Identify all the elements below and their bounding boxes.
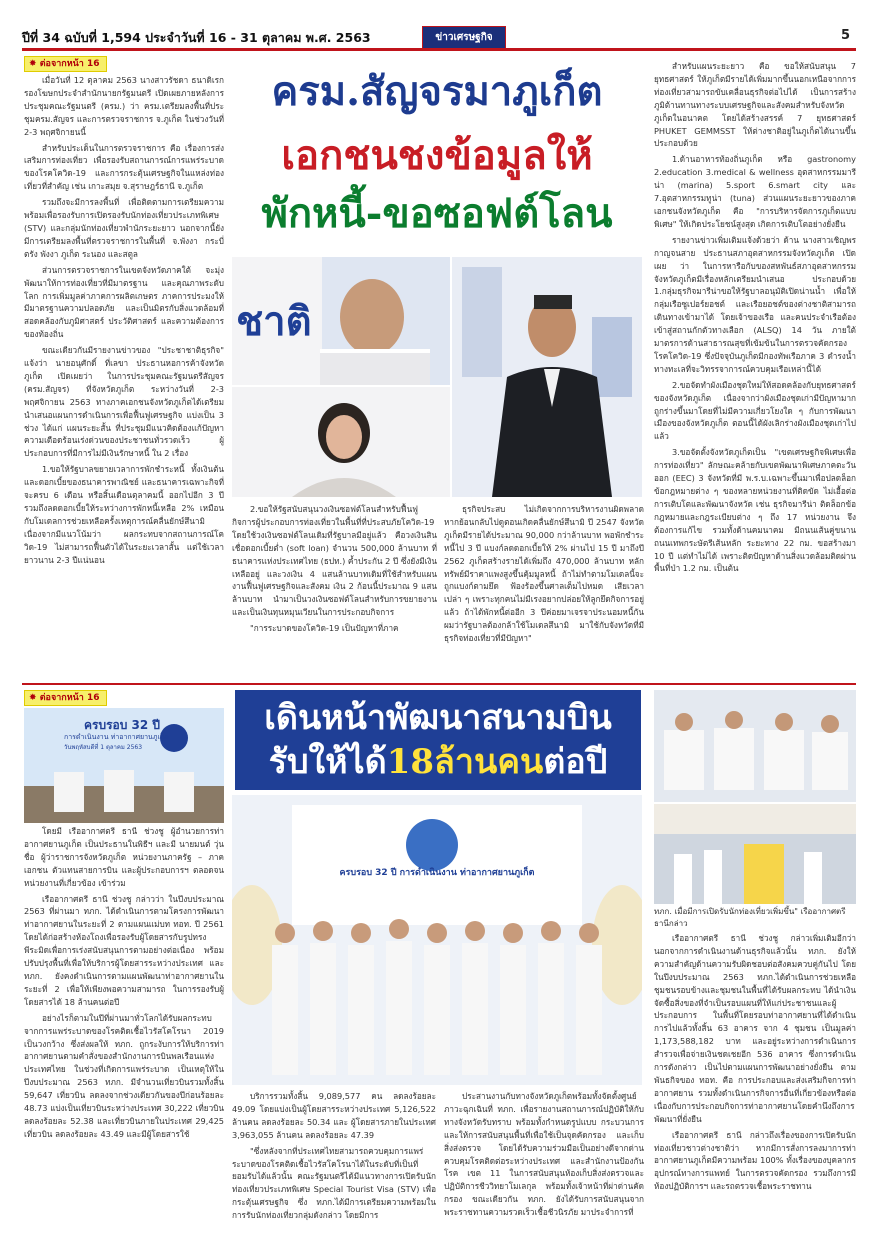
paragraph: สำหรับประเด็นในการตรวจราชการ คือ เรื่องการส่งเสริมการท่องเที่ยว เพื่อรองรับสถานการณ์การแพร่ระบาดของโรคโควิด-19 และการกระตุ้นเศรษฐกิจในแหล่งท่องเที่ยวที่สำคัญ เช่น เกาะสมุย จ.สุราษฎร์ธานี จ.ภูเก็ต	[24, 142, 224, 192]
star-icon: ✸	[29, 693, 40, 703]
paragraph: 2.ขอจัดทำผังเมืองชุดใหม่ให้สอดคล้องกับยุทธศาสตร์ของจังหวัดภูเก็ต เนื่องจากว่าผังเมืองชุดเก่ามีปัญหามาก ถูกร่างขึ้นมาโดยที่ไม่มีความเกี่ยวโยงใด ๆ กับการพัฒนาเมืองของจังหวัดภูเก็ต ตอนนี้ได้ผังเลิกร่างผังเมืองชุดเก่าไปแล้ว	[654, 379, 856, 442]
story2-right-caption: ทภก. เมื่อมีการเปิดรับนักท่องเที่ยวเพิ่มขึ้น" เรืออากาศตรีธานีกล่าว	[654, 907, 846, 928]
svg-text:ชาติ: ชาติ	[236, 299, 312, 345]
ceremony-banner-text: ครบรอบ 32 ปี การดำเนินงาน ท่าอากาศยานภูเก็ต	[339, 868, 535, 878]
photo-terminal-screening	[654, 804, 856, 904]
continued-tag-label: ต่อจากหน้า 16	[39, 59, 100, 69]
page-number: 5	[840, 28, 850, 43]
headline-part: รับให้ได้	[268, 742, 387, 782]
story2-headline-line2	[235, 740, 641, 784]
photo-group-ceremony	[232, 795, 642, 1085]
story1-column-4	[654, 60, 856, 680]
photo-staff-seated	[654, 690, 856, 802]
paragraph: "ซึ่งหลังจากที่ประเทศไทยสามารถควบคุมการแพร่ระบาดของโรคติดเชื้อไวรัสโคโรนาได้ในระดับที่เป็นที่ยอมรับได้แล้วนั้น คณะรัฐมนตรีได้มีแนวทางการเปิดรับนักท่องเที่ยวประเภทพิเศษ Special Tourist Visa (STV) เพื่อกระตุ้นเศรษฐกิจ ซึ่ง ทภก.ได้มีการเตรียมความพร้อมในการรับนักท่องเที่ยวกลุ่มดังกล่าว โดยมีการ	[232, 1145, 436, 1221]
paragraph: ธุรกิจประสบ ไม่เกิดจากการบริหารงานผิดพลาด หากย้อนกลับไปดูตอนเกิดคลื่นยักษ์สึนามิ ปี 2547 จังหวัดภูเก็ตมีรายได้ประมาณ 90,000 กว่าล้านบาท พอพักชำระหนี้ไป 3 ปี แบงก์ลดดอกเบี้ยให้ 2% ผ่านไป 15 ปี มาถึงปี 2562 ภูเก็ตสร้างรายได้เพิ่มถึง 470,000 ล้านบาท หลักทรัพย์มีราคาแพงสูงขึ้นคุ้มมูลหนี้ ถ้าไม่ทำตามโมเดลนี้จะถูกแบงก์ตามยึด ฟ้องร้องขึ้นศาลเต็มไปหมด เสียเวลาเปล่า ๆ เพราะทุกคนไม่มีเรงอยากปล่อยให้ลูกยึดกิจการอยู่แล้ว ถ้าได้พักหนี้ต่ออีก 3 ปีค่อยมาเจรจาประนอมหนี้กัน ผมว่ารัฐบาลต้องกล้าใช้โมเดลสึนามิ มาใช้กับจังหวัดที่มีธุรกิจท่องเที่ยวที่มีปัญหา"	[444, 504, 644, 644]
story1-column-1	[24, 74, 224, 680]
story2-headline-line1: เดินหน้าพัฒนาสนามบิน	[264, 698, 612, 738]
photo-group-ceremony-image	[232, 795, 642, 1085]
photo-terminal-screening-image	[654, 804, 856, 904]
paragraph: ประสานงานกับทางจังหวัดภูเก็ตพร้อมทั้งจัดตั้งศูนย์ภาวะฉุกเฉินที่ ทภก. เพื่อรายงานสถานการณ์ปฏิบัติให้กับทางจังหวัดรับทราบ พร้อมทั้งกำหนดรูปแบบ กระบวนการและให้การสนับสนุนพื้นที่เพื่อใช้เป็นจุดคัดกรอง และเก็บสิ่งส่งตรวจ โดยได้รับความร่วมมือเป็นอย่างดีจากด่านควบคุมโรคติดต่อระหว่างประเทศ และสำนักงานป้องกันโรค เขต 11 ในการสนับสนุนห้องเก็บสิ่งส่งตรวจและปฏิบัติการชีววิทยาโมเลกุล พร้อมทั้งเจ้าหน้าที่ผ่าด่านคัดกรอง ขณะเดียวกัน ทภก. ยังได้รับการสนับสนุนจากพระราชทานความรวดเร็วเชื้อชีวนิรภัย มาประจำการที่	[444, 1091, 644, 1218]
paragraph: 1.ขอให้รัฐบาลขยายเวลาการพักชำระหนี้ ทั้งเงินต้นและดอกเบี้ยของธนาคารพาณิชย์ และธนาคารเฉพาะกิจที่จะครบ 6 เดือน หรือสิ้นเดือนตุลาคมนี้ ออกไปอีก 3 ปี รวมถึงลดดอกเบี้ยให้ระหว่างการพักหนี้เหลือ 2% เหมือนกับโมเดลการช่วยเหลือครั้งเหตุการณ์คลื่นยักษ์สึนามิเนื่องจากมีแนวโน้มว่า ผลกระทบจากสถานการณ์โควิด-19 ไม่สามารถฟื้นตัวได้ในระยะเวลาสั้น แต่ใช้เวลายาวนาน 2-3 ปีแน่นอน	[24, 464, 224, 565]
star-icon: ✸	[29, 59, 40, 69]
page-header	[22, 26, 856, 50]
paragraph: โดยมี เรืออากาศตรี ธานี ช่วงชู ผู้อำนวยการท่าอากาศยานภูเก็ต เป็นประธานในพิธีฯ และมี นายมนต์ วุ่นชื่อ ผู้ว่าราชการจังหวัดภูเก็ต หน่วยงานภาครัฐ – ภาคเอกชน ตัวแทนสายการบิน และผู้ประกอบการฯ ตลอดจนหน่วยงานที่เกี่ยวข้อง เข้าร่วม	[24, 826, 224, 888]
anniversary-banner-title: ครบรอบ 32 ปี	[84, 718, 161, 732]
story2-column-1	[24, 825, 224, 1245]
photo-spokesperson	[232, 387, 450, 497]
story1-column-3	[444, 503, 644, 683]
headline-part: ต่อปี	[543, 742, 608, 782]
paragraph: สำหรับแผนระยะยาว คือ ขอให้สนับสนุน 7 ยุทธศาสตร์ ให้ภูเก็ตมีรายได้เพิ่มมากขึ้นนอกเหนือจากการท่องเที่ยวสามารถขับเคลื่อนธุรกิจต่อไปได้ เป็นการสร้างภูมิต้านทานทางระบบเศรษฐกิจและสังคมสำหรับจังหวัดภูเก็ตในอนาคต โดยได้สร้างสรรค์ 7 ยุทธศาสตร์ PHUKET GEMMSST ให้ต่างชาติอยู่ในภูเก็ตได้นานขึ้น ประกอบด้วย	[654, 61, 856, 149]
photo-anniversary-stage	[24, 708, 224, 823]
paragraph: เมื่อวันที่ 12 ตุลาคม 2563 นางสาวรัชดา ธนาดิเรก รองโฆษกประจำสำนักนายกรัฐมนตรี เปิดเผยภายหลังการประชุมคณะรัฐมนตรี (ครม.) ว่า ครม.เตรียมลงพื้นที่ประชุมครม.สัญจร และการตรวจราชการ จ.ภูเก็ต ในช่วงวันที่ 2-3 พฤศจิกายนนี้	[24, 75, 224, 137]
photo-staff-seated-image	[654, 690, 856, 802]
paragraph: ขณะเดียวกันมีรายงานข่าวของ "ประชาชาติธุรกิจ" แจ้งว่า นายอนุศักดิ์ ที่เลขา ประธานหอการค้าจังหวัดภูเก็ต เปิดเผยว่า ในการประชุมคณะรัฐมนตรีสัญจร (ครม.สัญจร) ที่จังหวัดภูเก็ต ระหว่างวันที่ 2-3 พฤศจิกายน 2563 ทางภาคเอกชนจังหวัดภูเก็ตได้เตรียมนำเสนอแผนการดำเนินการเพื่อฟื้นฟูเศรษฐกิจ แบ่งเป็น 3 ช่วง ได้แก่ แผนระยะสั้น ที่ประชุมมีแนวคิดต้องแก้ปัญหาความเดือดร้อนเร่งด่วนของประชาชนทั่วรวดเร็ว ผู้ประกอบการที่มีการไม่มีเงินรักษาหนี้ ใน 2 เรื่อง	[24, 345, 224, 459]
paragraph: เรืออากาศตรี ธานี ช่วงชู กล่าวว่า ในปีงบประมาณ 2563 ที่ผ่านมา ทภก. ได้ดำเนินการตามโครงการพัฒนาท่าอากาศยานในระยะที่ 2 ตามแผนแม่บท ทอท. ปี 2561 โดยได้ก่อสร้างห้องโถงเพื่อรองรับผู้โดยสารกับรูปทรงพีระมิดเพื่อการเร่งสนับสนุนการตามอย่างต่อเนื่อง พร้อมปรับปรุงพื้นที่เพื่อให้บริการผู้โดยสารระหว่างประเทศ และ ทภก. ยังคงดำเนินการตามแผนพัฒนาท่าอากาศยานในระยะที่ 2 เพื่อให้เพียงพอความสามารถ ในการรองรับผู้โดยสารได้ 18 ล้านคนต่อปี	[24, 893, 224, 1007]
issue-line: ปีที่ 34 ฉบับที่ 1,594 ประจำวันที่ 16 - 31 ตุลาคม พ.ศ. 2563	[22, 30, 371, 45]
paragraph: รายงานข่าวเพิ่มเติมแจ้งด้วยว่า ด้าน นางสาวเชิญพร กาญจนสาย ประธานสภาอุตสาหกรรมจังหวัดภูเก็ต เปิดเผย ว่า ในการหารือกับของสหพันธ์สภาอุตสาหกรรมจังหวัดภูเก็ตมีเรื่องหลักเตรียมนำเสนอ ประกอบด้วย 1.กลุ่มธุรกิจมารีน่าขอให้รัฐบาลอนุมัติเปิดน่านน้ำ เพื่อให้กลุ่มเรือซูเปอร์ยอชต์ และเรือยอชต์ของต่างชาติสามารถเดินทางเข้ามาได้ โดยเจ้าของเรือ และคนประจำเรือต้องเข้าสู่สถานกักตัวทางเลือก (ALSQ) 14 วัน ภายใต้มาตรการด้านสาธารณสุขที่เข้มข้นในการตรวจคัดกรองโรคโควิด-19 ซึ่งปัจจุบันภูเก็ตมีกองทัพเรือภาค 3 ดำรงน้ำทางทะเลที่จะวิทรรจาการณ์ควบคุมเรือเหล่านี้ได้	[654, 234, 856, 374]
photo-prime-minister-image	[232, 257, 450, 385]
story1-headline-line1: ครม.สัญจรมาภูเก็ต	[271, 68, 603, 115]
paragraph: "การระบาดของโควิด-19 เป็นปัญหาที่ภาค	[250, 623, 399, 634]
paragraph: 2.ขอให้รัฐสนับสนุนวงเงินซอฟต์โลนสำหรับฟื้นฟูกิจการผู้ประกอบการท่องเที่ยวในพื้นที่ที่ประสบภัยโควิด-19 โดยใช้วงเงินซอฟต์โลนเดิมที่รัฐบาลมีอยู่แล้ว คือวงเงินสินเชื่อดอกเบี้ยต่ำ (soft loan) จำนวน 500,000 ล้านบาท ที่ธนาคารแห่งประเทศไทย (ธปท.) ค้ำประกัน 2 ปี ซึ่งยังมีเงินเหลืออยู่ และวงเงิน 4 แสนล้านบาทเดิมที่ใช้สำหรับแผนงานฟื้นฟูเศรษฐกิจและสังคม เงิน 2 ก้อนนี้ประมาณ 9 แสนล้านบาท นำมาเป็นวงเงินซอฟต์โลนสำหรับการขยายงานและเป็นเงินทุนหมุนเวียนในการประกอบกิจการ	[232, 504, 437, 618]
photo-prime-minister	[232, 257, 450, 385]
paragraph: เรืออากาศตรี ธานี กล่าวถึงเรื่องของการเปิดรับนักท่องเที่ยวชาวต่างชาติว่า หากมีการสั่งการลงมาการท่าอากาศยานภูเก็ตมีความพร้อม 100% ทั้งเรื่องของบุคลากร อุปกรณ์ทางการแพทย์ ในการตรวจคัดกรอง รวมถึงการมีห้องปฏิบัติการฯ และรถตรวจเชื้อพระราชทาน	[654, 1129, 856, 1192]
photo-spokesperson-image	[232, 387, 450, 497]
story1-headline-line3: พักหนี้-ขอซอฟต์โลน	[261, 190, 613, 237]
story2-column-4	[654, 932, 856, 1245]
headline-highlight: 18ล้านคน	[386, 742, 544, 782]
continued-tag	[24, 56, 107, 72]
continued-tag	[24, 690, 107, 706]
continued-tag-label: ต่อจากหน้า 16	[39, 693, 100, 703]
paragraph: บริการรวมทั้งสิ้น 9,089,577 คน ลดลงร้อยละ 49.09 โดยแบ่งเป็นผู้โดยสารระหว่างประเทศ 5,126,522 ล้านคน ลดลงร้อยละ 50.34 และ ผู้โดยสารภายในประเทศ 3,963,055 ล้านคน ลดลงร้อยละ 47.39	[232, 1091, 436, 1140]
anniversary-banner-subtitle: การดำเนินงาน ท่าอากาศยานภูเก็ต	[64, 733, 169, 741]
section-divider	[22, 683, 856, 685]
photo-chamber-president	[452, 257, 642, 497]
paragraph: 1.ด้านอาหารท้องถิ่นภูเก็ต หรือ gastronomy 2.education 3.medical & wellness อุตสาหกรรมมารีน่า (marina) 5.sport 6.smart city และ 7.อุตสาหกรรมทูน่า (tuna) ส่วนแผนระยะยาวของภาคเอกชนจังหวัดภูเก็ต คือ "การบริหารจัดการภูเก็ตแบบพิเศษ" ให้เกิดประโยชน์สูงสุด เกิดการเติบโตอย่างยั่งยืน	[654, 154, 856, 229]
story2-column-2	[232, 1090, 436, 1245]
story2-column-3	[444, 1090, 644, 1245]
paragraph: เรืออากาศตรี ธานี ช่วงชู กล่าวเพิ่มเติมอีกว่า นอกจากการดำเนินงานด้านธุรกิจแล้วนั้น ทภก. ยังให้ความสำคัญด้านความรับผิดชอบต่อสังคมควบคู่กันไป โดยในปีงบประมาณ 2563 ทภก.ได้ดำเนินการช่วยเหลือชุมชนรอบข้างและชุมชนในพื้นที่ได้รับผลกระทบ ได้นำเงินจัดซื้อสิ่งของที่จำเป็นรอบแผนที่ให้แก่ประชาชนและผู้ประกอบการ ในพื้นที่โดยรอบท่าอากาศยานที่ได้ดำเนินการไปแล้วทั้งสิ้น 63 อาคาร จาก 4 ชุมชน เป็นมูลค่า 1,173,588,182 บาท และอยู่ระหว่างการดำเนินการสำรวจเพื่อจ่ายเงินชดเชยอีก 536 อาคาร ซึ่งการดำเนินการดังกล่าว เป็นไปตามแผนการพัฒนาอย่างยั่งยืน ตามพันธกิจของ ทอท. คือ การประกอบและส่งเสริมกิจการท่าอากาศยาน รวมทั้งดำเนินการกิจการอื่นที่เกี่ยวข้องหรือต่อเนื่องกับการประกอบกิจการท่าอากาศยานโดยคำนึงถึงการพัฒนาที่ยั่งยืน	[654, 933, 856, 1124]
header-rule	[22, 48, 856, 51]
paragraph: อย่างไรก็ตามในปีที่ผ่านมาทั่วโลกได้รับผลกระทบจากการแพร่ระบาดของโรคติดเชื้อไวรัสโคโรนา 2019 เป็นวงกว้าง ซึ่งส่งผลให้ ทภก. ถูกระงับการให้บริการท่าอากาศยานตามคำสั่งของสำนักงานการบินพลเรือนแห่งประเทศไทย ในช่วงที่เกิดการแพร่ระบาด เป็นเหตุให้ในปีงบประมาณ 2563 ทภก. มีจำนวนเที่ยวบินรวมทั้งสิ้น 59,647 เที่ยวบิน ลดลงจากช่วงเดียวกันของปีก่อนร้อยละ 48.73 แบ่งเป็นเที่ยวบินระหว่างประเทศ 30,222 เที่ยวบิน ลดลงร้อยละ 52.38 และเที่ยวบินภายในประเทศ 29,425 เที่ยวบิน ลดลงร้อยละ 43.49 และมีผู้โดยสารใช้	[24, 1012, 224, 1139]
photo-chamber-president-image	[452, 257, 642, 497]
story1-headline-line2: เอกชนชงข้อมูลให้	[281, 132, 593, 179]
anniversary-banner-date: วันพฤหัสบดีที่ 1 ตุลาคม 2563	[64, 744, 143, 751]
paragraph: รวมถึงจะมีการลงพื้นที่ เพื่อติดตามการเตรียมความพร้อมเพื่อรองรับการเปิดรองรับนักท่องเที่ยวประเภทพิเศษ (STV) และกลุ่มนักท่องเที่ยวพำนักระยะยาว นอกจากนี้ยังมีการเตรียมลงพื้นที่ตรวจราชการในพื้นที่ จ.พังงา กระบี่ ตรัง พังงา ภูเก็ต ระนอง และสตูล	[24, 197, 224, 259]
paragraph: ส่วนการตรวจราชการในเขตจังหวัดภาคใต้ จะมุ่งพัฒนาให้การท่องเที่ยวที่มีมาตรฐาน และคุณภาพระดับโลก การเพิ่มมูลค่าภาคการผลิตเกษตร ภาคการประมงให้มีมาตรฐานความปลอดภัย และเป็นมิตรกับสิ่งแวดล้อมที่สอดคล้องกับภูมิศาสตร์ ประวัติศาสตร์ และความต้องการของท้องถิ่น	[24, 264, 224, 340]
story2-headline-banner	[235, 690, 641, 790]
paragraph: 3.ขอจัดตั้งจังหวัดภูเก็ตเป็น "เขตเศรษฐกิจพิเศษเพื่อการท่องเที่ยว" ลักษณะคล้ายกับเขตพัฒนาพิเศษภาคตะวันออก (EEC) 3 จังหวัดที่มี พ.ร.บ.เฉพาะขึ้นมาเพื่อปลดล็อกข้อกฎหมายต่าง ๆ ของหลายหน่วยงานที่ติดขัด ไม่เอื้อต่อการเติบโตและพัฒนาจังหวัด เช่น ธุรกิจมารีน่า ติดล็อกข้อกฎหมายและกฎระเบียบต่าง ๆ ถึง 17 หน่วยงาน จึงต้องการแก้ไข รวมทั้งด้านคมนาคม มีถนนเส้นคู่ขนานถนนเทพกระษัตรีเส้นหลัก ระยะทาง 22 กม. ขอสร้างมา 10 ปี แต่ทำไม่ได้ เพราะติดปัญหาด้านสิ่งแวดล้อมติดผ่านพื้นที่ป่า 1.2 กม. เป็นต้น	[654, 447, 856, 574]
story1-column-2	[232, 503, 437, 683]
newspaper-logo: ข่าวเศรษฐกิจ	[422, 26, 506, 50]
